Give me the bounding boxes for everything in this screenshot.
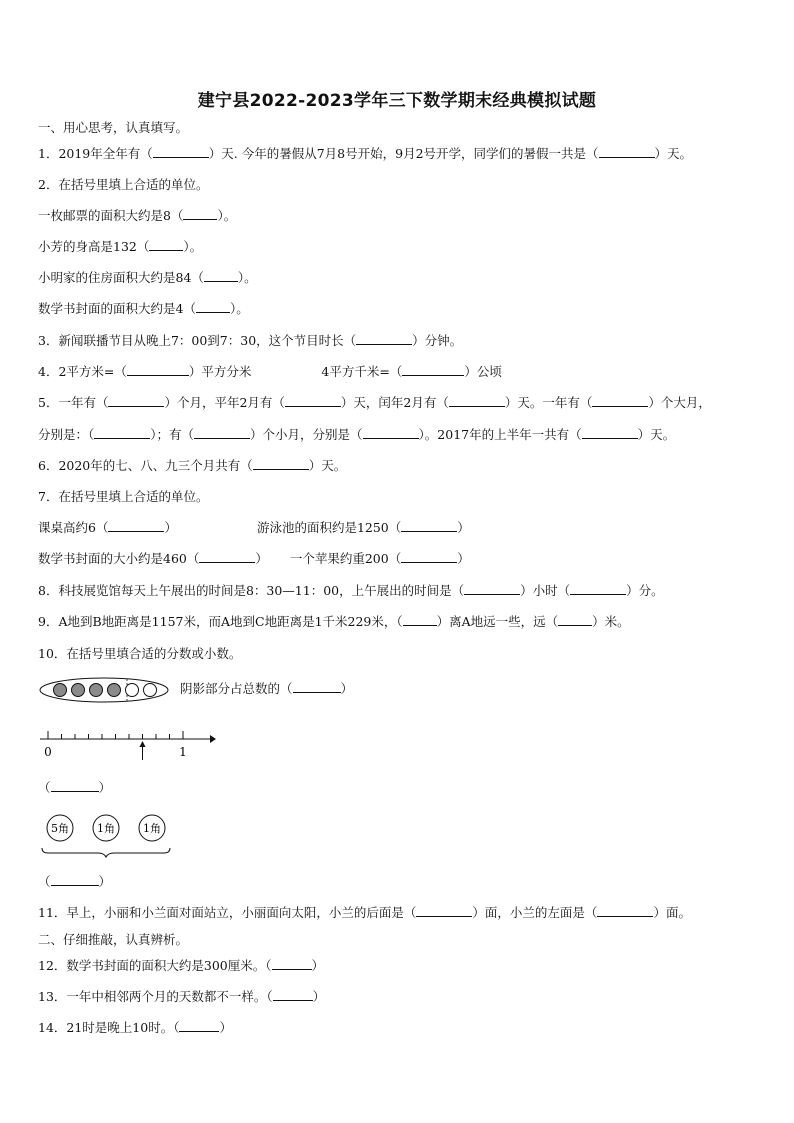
question-2b: 小芳的身高是132（ ）。	[38, 239, 203, 254]
shaded-circle	[108, 684, 121, 697]
coin-label: 1角	[143, 822, 161, 835]
answer-blank[interactable]	[285, 395, 341, 407]
answer-blank[interactable]	[199, 551, 255, 563]
shaded-circle	[72, 684, 85, 697]
number-line-end-label: 1	[179, 745, 187, 759]
answer-blank[interactable]	[402, 364, 464, 376]
number-line-figure	[38, 728, 218, 762]
answer-blank[interactable]	[570, 583, 626, 595]
question-10: 10．在括号里填合适的分数或小数。	[38, 646, 242, 661]
axis-arrow-icon	[210, 735, 216, 743]
answer-blank[interactable]	[108, 520, 164, 532]
number-line-start-label: 0	[44, 745, 52, 759]
answer-blank[interactable]	[401, 520, 457, 532]
question-1: 1．2019年全年有（ ）天. 今年的暑假从7月8号开始，9月2号开学，同学们的暑假一共是（ ）天。	[38, 146, 693, 161]
question-2: 2．在括号里填上合适的单位。	[38, 177, 209, 192]
coins-figure	[38, 812, 178, 858]
coin-label: 1角	[97, 822, 115, 835]
question-6: 6．2020年的七、八、九三个月共有（ ）天。	[38, 458, 347, 473]
answer-blank[interactable]	[273, 989, 313, 1001]
answer-blank[interactable]	[449, 395, 505, 407]
coin-label: 5角	[51, 822, 69, 835]
question-10c: （ ）	[38, 874, 112, 889]
answer-blank[interactable]	[204, 270, 238, 282]
question-11: 11．早上，小丽和小兰面对面站立，小丽面向太阳，小兰的后面是（ ）面，小兰的左面是（ ）面。	[38, 905, 691, 920]
answer-blank[interactable]	[597, 905, 653, 917]
question-7-row-2: 数学书封面的大小约是460（ ） 一个苹果约重200（ ）	[38, 551, 470, 566]
shaded-circle	[54, 684, 67, 697]
circles-svg	[38, 676, 178, 704]
answer-blank[interactable]	[179, 1020, 219, 1032]
answer-blank[interactable]	[356, 333, 412, 345]
question-13: 13．一年中相邻两个月的天数都不一样。（ ）	[38, 989, 326, 1004]
question-7: 7．在括号里填上合适的单位。	[38, 489, 209, 504]
question-7-row-1: 课桌高约6（ ） 游泳池的面积约是1250（ ）	[38, 520, 470, 535]
answer-blank[interactable]	[253, 458, 309, 470]
question-2a: 一枚邮票的面积大约是8（ ）。	[38, 208, 237, 223]
answer-blank[interactable]	[108, 395, 164, 407]
number-line-svg	[38, 728, 218, 762]
question-5-line-1: 5．一年有（ ）个月，平年2月有（ ）天，闰年2月有（ ）天。一年有（ ）个大月，	[38, 395, 711, 410]
answer-blank[interactable]	[401, 551, 457, 563]
answer-blank[interactable]	[194, 427, 250, 439]
answer-blank[interactable]	[94, 427, 150, 439]
answer-blank[interactable]	[582, 427, 638, 439]
question-14: 14．21时是晚上10时。（ ）	[38, 1020, 232, 1035]
question-2d: 数学书封面的面积大约是4（ ）。	[38, 301, 249, 316]
answer-blank[interactable]	[51, 780, 99, 792]
answer-blank[interactable]	[272, 958, 312, 970]
answer-blank[interactable]	[293, 681, 341, 693]
question-10b: （ ）	[38, 780, 112, 795]
answer-blank[interactable]	[363, 427, 419, 439]
question-3: 3．新闻联播节目从晚上7：00到7：30，这个节目时长（ ）分钟。	[38, 333, 463, 348]
answer-blank[interactable]	[127, 364, 189, 376]
question-2c: 小明家的住房面积大约是84（ ）。	[38, 270, 257, 285]
question-12: 12．数学书封面的面积大约是300厘米。（ ）	[38, 958, 325, 973]
question-8: 8．科技展览馆每天上午展出的时间是8：30—11：00，上午展出的时间是（ ）小时（ ）分。	[38, 583, 664, 598]
question-10a: 阴影部分占总数的（ ）	[180, 681, 354, 696]
answer-blank[interactable]	[558, 614, 592, 626]
answer-blank[interactable]	[196, 301, 230, 313]
question-5-line-2: 分别是：（ ）；有（ ）个小月，分别是（ ）。2017年的上半年一共有（ ）天。	[38, 427, 676, 442]
answer-blank[interactable]	[464, 583, 520, 595]
answer-blank[interactable]	[416, 905, 472, 917]
page-title: 建宁县2022-2023学年三下数学期末经典模拟试题	[197, 91, 597, 111]
answer-blank[interactable]	[51, 874, 99, 886]
empty-circle	[126, 684, 139, 697]
shaded-circle	[90, 684, 103, 697]
answer-blank[interactable]	[592, 395, 648, 407]
section-1-heading: 一、用心思考，认真填写。	[38, 120, 189, 135]
pointer-arrowhead-icon	[140, 741, 146, 747]
answer-blank[interactable]	[183, 208, 217, 220]
shaded-circles-figure	[38, 676, 178, 704]
brace-icon	[42, 848, 170, 857]
answer-blank[interactable]	[153, 146, 209, 158]
answer-blank[interactable]	[599, 146, 655, 158]
answer-blank[interactable]	[149, 239, 183, 251]
question-9: 9．A地到B地距离是1157米，而A地到C地距离是1千米229米，（ ）离A地远一些，远（ ）米。	[38, 614, 630, 629]
coins-svg	[38, 812, 178, 858]
section-2-heading: 二、仔细推敲，认真辨析。	[38, 932, 189, 947]
answer-blank[interactable]	[403, 614, 437, 626]
empty-circle	[144, 684, 157, 697]
question-4: 4．2平方米=（ ）平方分米 4平方千米=（ ）公顷	[38, 364, 502, 379]
